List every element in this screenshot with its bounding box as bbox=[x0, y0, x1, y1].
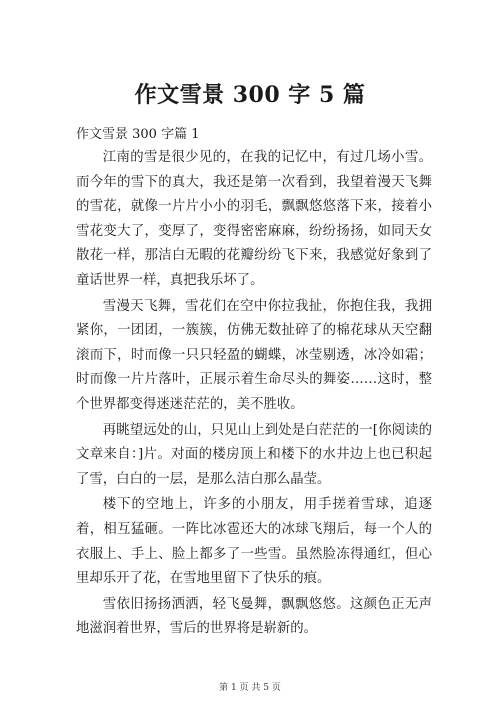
paragraph-3: 再眺望远处的山，只见山上到处是白茫茫的一[你阅读的文章来自：]片。对面的楼房顶上和楼下的水井边上也已积起了雪，白白的一层，是那么洁白那么晶莹。 bbox=[76, 422, 432, 487]
section-heading: 作文雪景 300 字篇 1 bbox=[76, 127, 200, 142]
paragraph-1: 江南的雪是很少见的，在我的记忆中，有过几场小雪。而今年的雪下的真大，我还是第一次看到，我望着漫天飞舞的雪花，就像一片片小小的羽毛，飘飘悠悠落下来，接着小雪花变大了，变厚了，变得密密麻麻，纷纷扬扬，如同天女散花一样，那洁白无暇的花瓣纷纷飞下来，我感觉好象到了童话世界一样，真把我乐坏了。 bbox=[76, 150, 432, 288]
document-title: 作文雪景 300 字 5 篇 bbox=[134, 82, 366, 108]
paragraph-2: 雪漫天飞舞，雪花们在空中你拉我扯，你抱住我，我拥紧你，一团团，一簇簇，仿佛无数扯碎了的棉花球从天空翻滚而下，时而像一只只轻盈的蝴蝶，冰莹剔透，冰冷如霜；时而像一片片落叶，正展示着生命尽头的舞姿……这时，整个世界都变得迷迷茫茫的，美不胜收。 bbox=[76, 298, 432, 412]
document-body bbox=[76, 146, 432, 643]
paragraph-4: 楼下的空地上，许多的小朋友，用手搓着雪球，追逐着，相互猛砸。一阵比冰雹还大的冰球飞翔后，每一个人的衣服上、手上、脸上都多了一些雪。虽然脸冻得通红，但心里却乐开了花，在雪地里留下了快乐的痕。 bbox=[76, 497, 432, 587]
page-number-footer: 第 1 页 共 5 页 bbox=[219, 683, 281, 693]
paragraph-5: 雪依旧扬扬洒洒，轻飞曼舞，飘飘悠悠。这颜色正无声地滋润着世界，雪后的世界将是崭新的。 bbox=[76, 596, 432, 637]
